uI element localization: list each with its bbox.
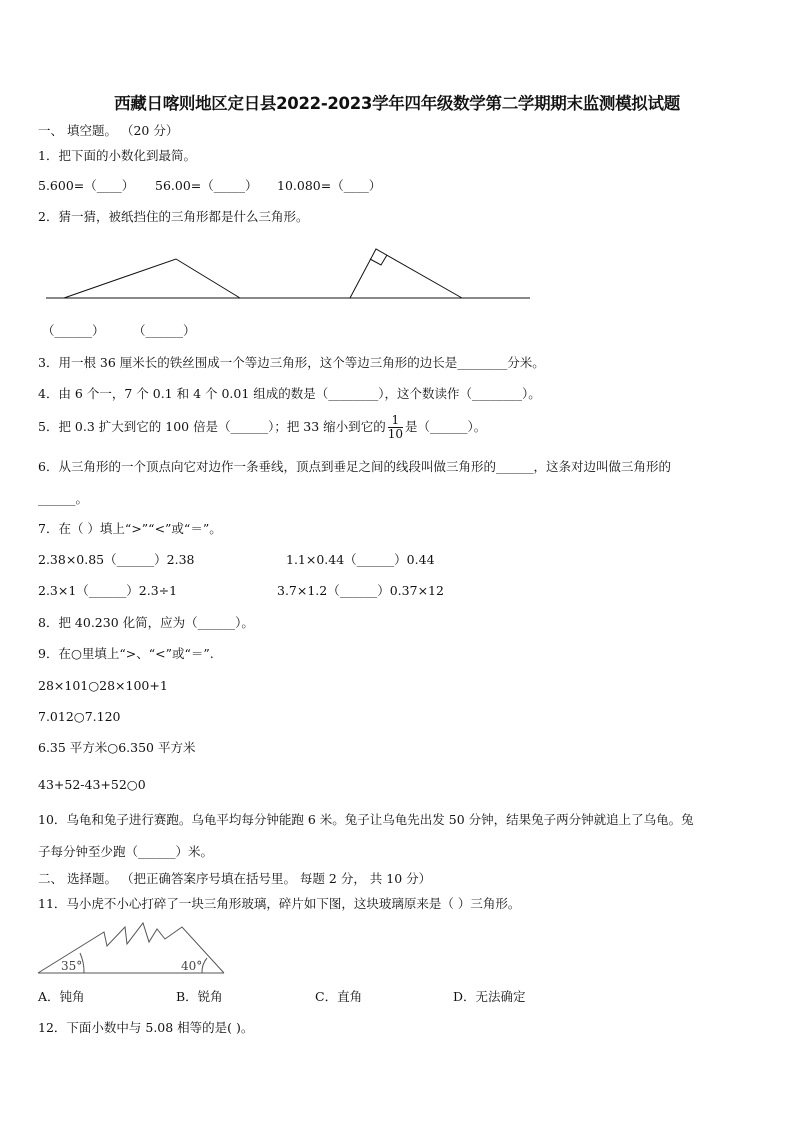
q7-item-3: 2.3×1（______）2.3÷1 (38, 583, 178, 598)
angle-label-35: 35° (61, 959, 83, 973)
q11-option-c: C．直角 (315, 989, 363, 1004)
question-10-line-2: 子每分钟至少跑（______）米。 (38, 844, 214, 859)
q9-item-1: 28×101○28×100+1 (38, 678, 168, 693)
question-11: 11．马小虎不小心打碎了一块三角形玻璃，碎片如下图，这块玻璃原来是（ ）三角形。 (38, 896, 521, 911)
fraction-numerator: 1 (388, 414, 403, 428)
angle-label-40: 40° (181, 959, 203, 973)
question-6-line-1: 6．从三角形的一个顶点向它对边作一条垂线，顶点到垂足之间的线段叫做三角形的______，这条对边叫做三角形的 (38, 459, 671, 474)
q11-option-d: D．无法确定 (453, 989, 526, 1004)
q1-item-1: 5.600=（____） (38, 178, 135, 193)
q7-item-1: 2.38×0.85（______）2.38 (38, 552, 195, 567)
section-heading-multiple-choice: 二、 选择题。 （把正确答案序号填在括号里。 每题 2 分， 共 10 分） (38, 871, 432, 886)
q9-item-2: 7.012○7.120 (38, 709, 121, 724)
question-4: 4．由 6 个一，7 个 0.1 和 4 个 0.01 组成的数是（________），这个数读作（________）。 (38, 386, 541, 401)
question-6-line-2: ______。 (38, 491, 89, 506)
q2-answer-2: （______） (133, 323, 196, 338)
fraction-denominator: 10 (387, 427, 403, 441)
page-title: 西藏日喀则地区定日县2022-2023学年四年级数学第二学期期末监测模拟试题 (114, 94, 680, 113)
question-10-line-1: 10．乌龟和兔子进行赛跑。乌龟平均每分钟能跑 6 米。兔子让乌龟先出发 50 分钟，结果兔子两分钟就追上了乌龟。兔 (38, 812, 694, 827)
q7-item-4: 3.7×1.2（______）0.37×12 (277, 583, 444, 598)
q1-item-2: 56.00=（_____） (155, 178, 258, 193)
q11-option-a: A．钝角 (38, 989, 85, 1004)
q9-item-4: 43+52-43+52○0 (38, 777, 146, 792)
question-3: 3．用一根 36 厘米长的铁丝围成一个等边三角形，这个等边三角形的边长是________分米。 (38, 355, 545, 370)
q7-item-2: 1.1×0.44（______）0.44 (286, 552, 435, 567)
q1-item-3: 10.080=（____） (277, 178, 382, 193)
question-12: 12．下面小数中与 5.08 相等的是( )。 (38, 1020, 254, 1035)
q11-option-b: B．锐角 (176, 989, 223, 1004)
section-heading-fill-blank: 一、 填空题。 （20 分） (38, 123, 179, 138)
q2-answer-1: （______） (42, 323, 105, 338)
question-7: 7．在（ ）填上“>”“<”或“＝”。 (38, 521, 222, 536)
question-8: 8．把 40.230 化简，应为（______）。 (38, 615, 254, 630)
q9-item-3: 6.35 平方米○6.350 平方米 (38, 740, 196, 755)
question-1: 1．把下面的小数化到最简。 (38, 148, 196, 163)
question-9: 9．在○里填上“>、“<”或“＝”. (38, 646, 214, 661)
question-2: 2．猜一猜，被纸挡住的三角形都是什么三角形。 (38, 209, 309, 224)
right-angle-arc (202, 958, 207, 973)
q5-part-a: 5．把 0.3 扩大到它的 100 倍是（______）；把 33 缩小到它的 (38, 419, 386, 434)
q5-part-b: 是（______）。 (404, 419, 487, 434)
